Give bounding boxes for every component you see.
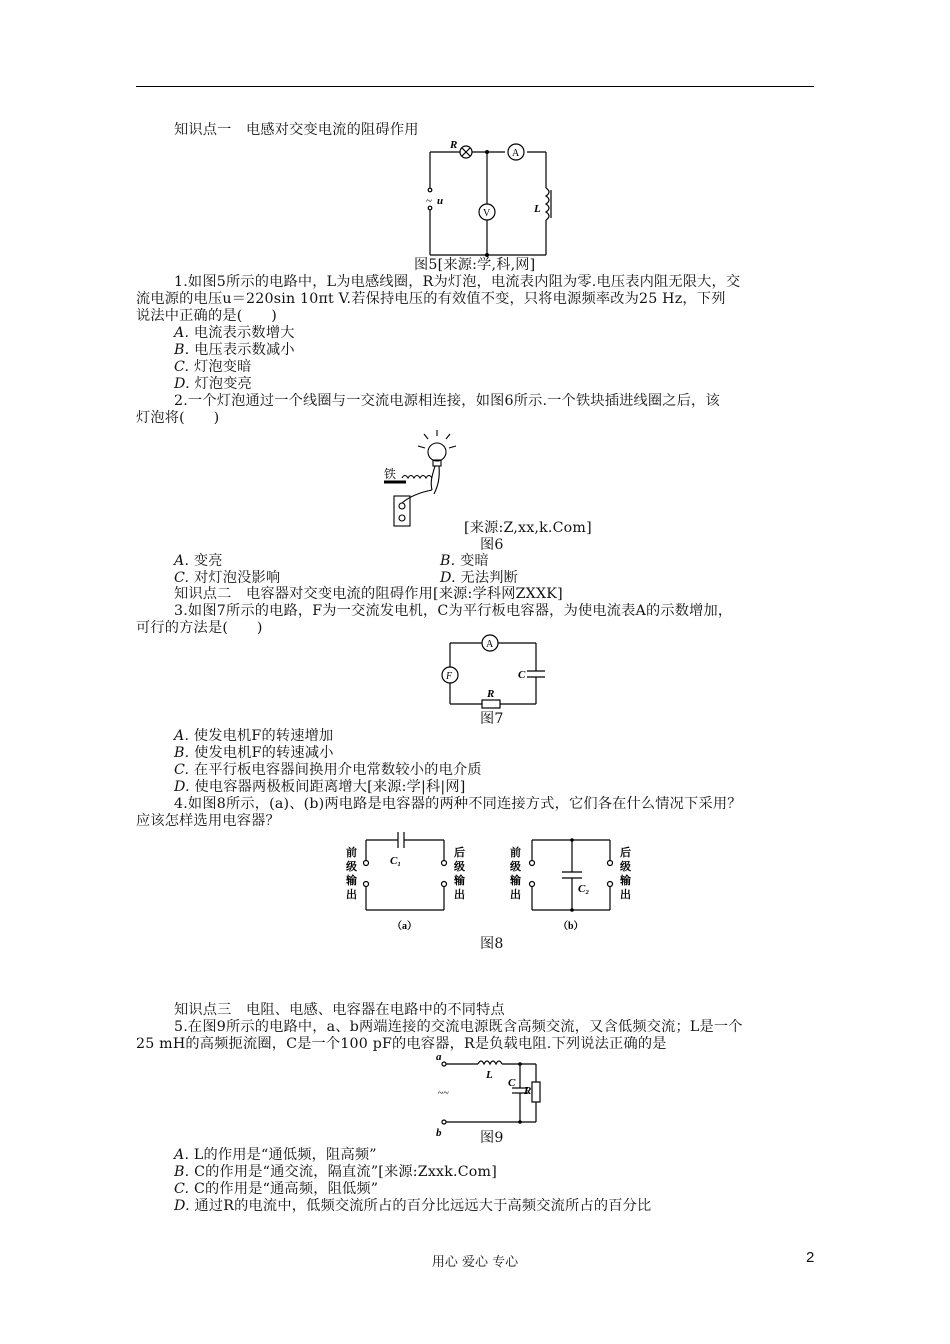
figure-9-caption: 图9 <box>480 1130 504 1146</box>
q1-line-2: 流电源的电压u＝220sin 10πt V.若保持电压的有效值不变，只将电源频率改为25 Hz，下列 <box>136 291 726 307</box>
q2-line-2: 灯泡将( ) <box>136 410 220 426</box>
fig9-label-L: L <box>486 1069 493 1081</box>
fig5-label-R: R <box>450 139 458 151</box>
q4-line-2: 应该怎样选用电容器？ <box>136 813 280 829</box>
q1-option-b: B. 电压表示数减小 <box>174 342 295 358</box>
q1-line-1: 1.如图5所示的电路中，L为电感线圈，R为灯泡，电流表内阻为零.电压表内阻无限大，交 <box>174 274 741 290</box>
fig5-label-L: L <box>534 203 541 215</box>
q1-option-c: C. 灯泡变暗 <box>174 359 252 375</box>
q2-option-a: A. 变亮 <box>174 553 223 569</box>
fig8a-sub: （a） <box>392 921 417 932</box>
section-2-heading: 知识点二 电容器对交变电流的阻碍作用[来源:学科网ZXXK] <box>174 586 563 602</box>
fig7-label-C: C <box>518 669 526 681</box>
q3-line-1: 3.如图7所示的电路，F为一交流发电机，C为平行板电容器，为使电流表A的示数增加， <box>174 603 733 619</box>
fig7-label-F: F <box>446 671 453 682</box>
figure-6-caption: 图6 <box>480 537 504 553</box>
fig9-label-R: R <box>524 1085 532 1097</box>
fig7-label-R: R <box>487 688 495 700</box>
q1-option-a: A. 电流表示数增大 <box>174 325 295 341</box>
fig8b-sub: （b） <box>558 921 584 932</box>
figure-8-caption: 图8 <box>480 936 504 952</box>
q3-line-2: 可行的方法是( ) <box>136 620 263 636</box>
q3-option-d: D. 使电容器两极板间距离增大[来源:学|科|网] <box>174 779 466 795</box>
q5-option-a: A. L的作用是“通低频，阻高频” <box>174 1147 377 1163</box>
fig8b-label-c2: C₂ <box>578 883 590 895</box>
header-rule <box>136 86 814 87</box>
figure-8a-circuit <box>332 826 480 936</box>
figure-5-circuit <box>420 138 560 262</box>
figure-5-caption: 图5[来源:学,科,网] <box>414 257 536 273</box>
fig5-label-V: V <box>483 208 491 219</box>
fig8a-label-left: 前级输出 <box>346 847 357 901</box>
q3-option-a: A. 使发电机F的转速增加 <box>174 728 334 744</box>
fig5-label-A: A <box>512 148 520 159</box>
page-number: 2 <box>806 1249 815 1266</box>
fig9-label-C: C <box>508 1077 516 1089</box>
figure-8b-circuit <box>506 826 654 936</box>
q3-option-c: C. 在平行板电容器间换用介电常数较小的电介质 <box>174 762 482 778</box>
figure-6-source: [来源:Z,xx,k.Com] <box>464 520 592 536</box>
fig9-label-a: a <box>436 1051 442 1063</box>
q2-option-c: C. 对灯泡没影响 <box>174 570 281 586</box>
figure-6-lamp-coil <box>380 426 460 530</box>
fig9-label-b: b <box>436 1127 442 1139</box>
fig8b-label-left: 前级输出 <box>510 847 521 901</box>
section-3-heading: 知识点三 电阻、电感、电容器在电路中的不同特点 <box>174 1002 505 1018</box>
q5-line-2: 25 mH的高频扼流圈，C是一个100 pF的电容器，R是负载电阻.下列说法正确的是 <box>136 1036 667 1052</box>
fig8a-label-c1: C₁ <box>390 855 402 867</box>
fig5-label-u: u <box>437 195 444 207</box>
q2-option-d: D. 无法判断 <box>440 570 519 586</box>
fig6-label-iron: 铁 <box>384 467 397 481</box>
fig7-label-A: A <box>486 639 494 650</box>
q5-option-c: C. C的作用是“通高频，阻低频” <box>174 1181 379 1197</box>
fig5-label-tilde: ~ <box>426 195 432 207</box>
page-footer: 用心 爱心 专心 <box>431 1255 519 1270</box>
figure-7-caption: 图7 <box>480 711 504 727</box>
q5-line-1: 5.在图9所示的电路中，a、b两端连接的交流电源既含高频交流，又含低频交流；L是一个 <box>174 1019 743 1035</box>
fig8b-label-right: 后级输出 <box>620 847 631 901</box>
fig8a-label-right: 后级输出 <box>454 847 465 901</box>
q1-option-d: D. 灯泡变亮 <box>174 376 253 392</box>
q1-line-3: 说法中正确的是( ) <box>136 308 277 324</box>
q5-option-d: D. 通过R的电流中，低频交流所占的百分比远远大于高频交流所占的百分比 <box>174 1198 652 1214</box>
q2-option-b: B. 变暗 <box>440 553 489 569</box>
q3-option-b: B. 使发电机F的转速减小 <box>174 745 334 761</box>
q4-line-1: 4.如图8所示，(a)、(b)两电路是电容器的两种不同连接方式，它们各在什么情况下采用？ <box>174 796 742 812</box>
q5-option-b: B. C的作用是“通交流，隔直流”[来源:Zxxk.Com] <box>174 1164 497 1180</box>
fig9-label-tilde: ~~ <box>438 1088 449 1099</box>
section-1-heading: 知识点一 电感对交变电流的阻碍作用 <box>174 122 419 138</box>
figure-7-circuit <box>438 634 542 710</box>
q2-line-1: 2.一个灯泡通过一个线圈与一交流电源相连接，如图6所示.一个铁块插进线圈之后，该 <box>174 393 720 409</box>
